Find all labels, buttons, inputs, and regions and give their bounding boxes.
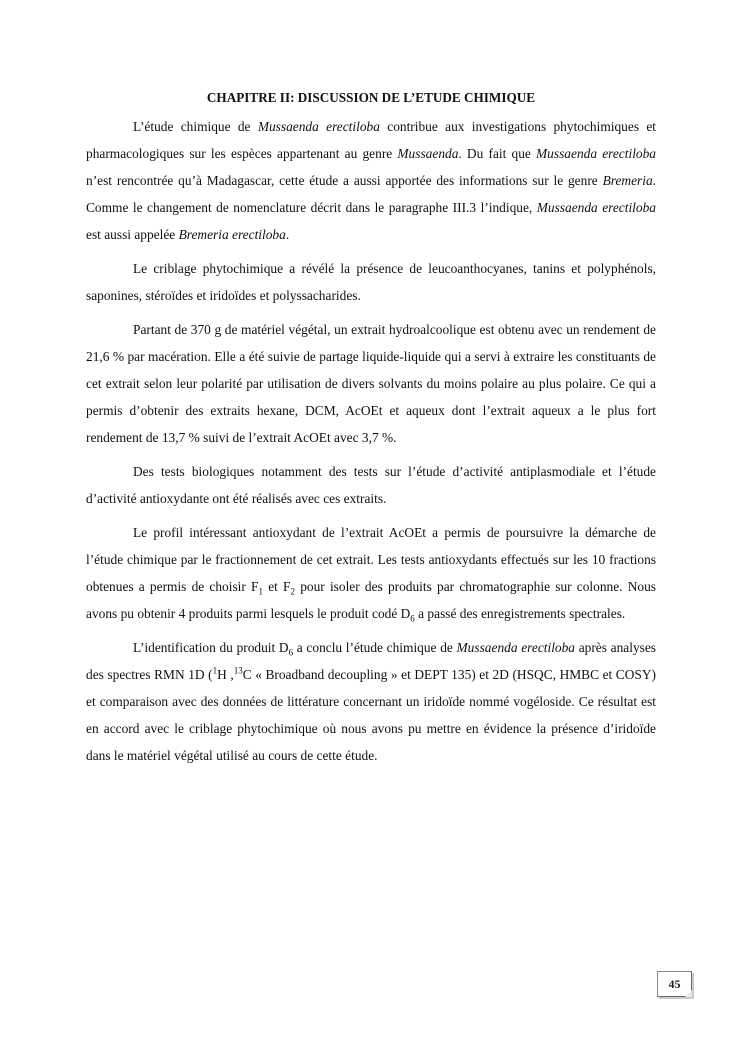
text-run: . Du fait que bbox=[458, 146, 537, 161]
text-run: n’est rencontrée qu’à Madagascar, cette étude a aussi apportée des informations sur le genre bbox=[86, 173, 603, 188]
chapter-title: CHAPITRE II: DISCUSSION DE L’ETUDE CHIMIQUE bbox=[206, 90, 536, 105]
text-run: Le profil intéressant antioxydant de l’extrait AcOEt a permis de poursuivre la démarche de l’étude chimique par le fractionnement de cet extrait. Les tests antioxydants effectués sur les 10 fractions obtenues a permis de choisir F bbox=[86, 525, 656, 594]
paragraph-extraction: Partant de 370 g de matériel végétal, un extrait hydroalcoolique est obtenu avec un rendement de 21,6 % par macération. Elle a été suivie de partage liquide-liquide qui a servi à extraire les constituants de cet extrait selon leur polarité par utilisation de divers solvants du moins polaire au plus polaire. Ce qui a permis d’obtenir des extraits hexane, DCM, AcOEt et aqueux dont l’extrait aqueux a le plus fort rendement de 13,7 % suivi de l’extrait AcOEt avec 3,7 %. bbox=[86, 322, 656, 445]
text-run: L’identification du produit D bbox=[133, 640, 289, 655]
text-run: . Comme le changement de nomenclature décrit dans le paragraphe III.3 l’indique, bbox=[86, 173, 656, 215]
paragraph-fractionation bbox=[86, 519, 656, 627]
text-run: . bbox=[285, 227, 290, 242]
page-body bbox=[86, 84, 656, 776]
species-name: Bremeria erectiloba bbox=[178, 227, 286, 242]
subscript: 6 bbox=[410, 613, 415, 624]
subscript: 6 bbox=[288, 647, 294, 658]
paragraph-biological-tests: Des tests biologiques notamment des tests sur l’étude d’activité antiplasmodiale et l’étude d’activité antioxydante ont été réalisés avec ces extraits. bbox=[86, 464, 656, 506]
text-run: après analyses des spectres RMN 1D ( bbox=[86, 640, 657, 682]
species-name: Mussaenda erectiloba bbox=[536, 146, 657, 161]
paragraph-introduction bbox=[86, 113, 656, 248]
text-run: C « Broadband decoupling » et DEPT 135) et 2D (HSQC, HMBC et COSY) et comparaison avec des données de littérature concernant un iridoïde nommé vogéloside. Ce résultat est en accord avec le criblage phytochimique où nous avons pu mettre en évidence la présence d’iridoïde dans le matériel végétal utilisé au cours de cette étude. bbox=[86, 667, 656, 763]
text-run: H , bbox=[217, 667, 234, 682]
subscript: 1 bbox=[258, 586, 263, 597]
species-name: Mussaenda erectiloba bbox=[456, 640, 576, 655]
text-run: est aussi appelée bbox=[86, 227, 179, 242]
species-name: Mussaenda erectiloba bbox=[257, 119, 380, 134]
text-run: contribue aux investigations phytochimiques et pharmacologiques sur les espèces appartenant au genre bbox=[86, 119, 657, 161]
paragraph-identification bbox=[86, 634, 656, 769]
subscript: 2 bbox=[290, 586, 296, 597]
superscript: 13 bbox=[233, 665, 243, 676]
page-number: 45 bbox=[657, 971, 692, 997]
species-name: Mussaenda erectiloba bbox=[536, 200, 656, 215]
text-run: a passé des enregistrements spectrales. bbox=[414, 606, 626, 621]
genus-name: Bremeria bbox=[602, 173, 653, 188]
text-run: pour isoler des produits par chromatographie sur colonne. Nous avons pu obtenir 4 produits parmi lesquels le produit codé D bbox=[86, 579, 657, 621]
text-run: a conclu l’étude chimique de bbox=[293, 640, 457, 655]
text-run: L’étude chimique de bbox=[133, 119, 258, 134]
text-run: et F bbox=[263, 579, 291, 594]
genus-name: Mussaenda bbox=[397, 146, 459, 161]
paragraph-screening: Le criblage phytochimique a révélé la présence de leucoanthocyanes, tanins et polyphénols, saponines, stéroïdes et iridoïdes et polyssacharides. bbox=[86, 261, 656, 303]
superscript: 1 bbox=[212, 665, 218, 676]
